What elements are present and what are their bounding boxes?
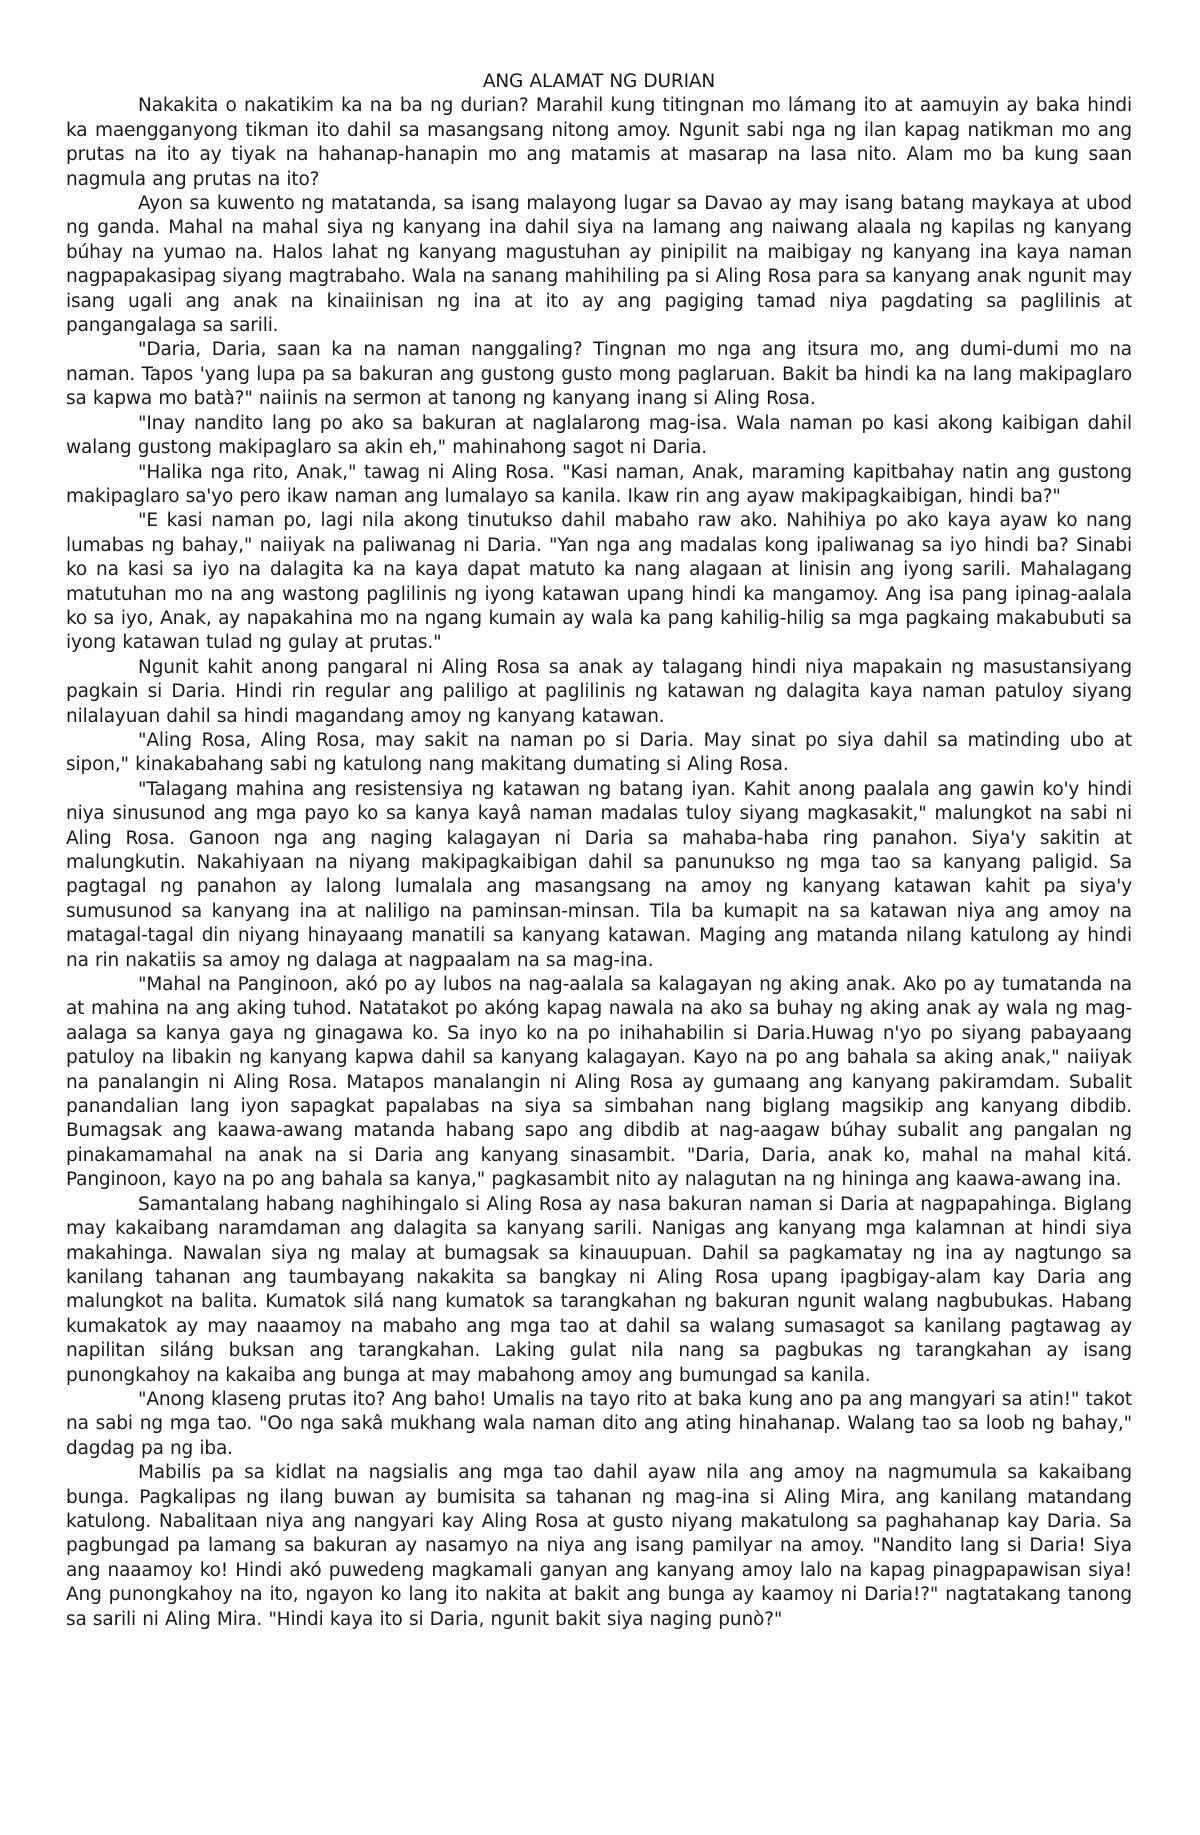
document-title: ANG ALAMAT NG DURIAN [482,71,716,92]
paragraph: Nakakita o nakatikim ka na ba ng durian? Marahil kung titingnan mo lámang ito at aamuyin ay baka hindi ka maengganyong tikman ito dahil sa masangsang nitong amoy. Ngunit sabi nga ng ilan kapag natikman mo ang prutas na ito ay tiyak na hahanap-hanapin mo ang matamis at masarap na lasa nito. Alam mo ba kung saan nagmula ang prutas na ito? [66,95,1132,190]
paragraph: "Aling Rosa, Aling Rosa, may sakit na naman po si Daria. May sinat po siya dahil sa matinding ubo at sipon," kinakabahang sabi ng katulong nang makitang dumating si Aling Rosa. [66,729,1132,776]
document-page [66,70,1132,1632]
paragraph: "Inay nandito lang po ako sa bakuran at naglalarong mag-isa. Wala naman po kasi akong kaibigan dahil walang gustong makipaglaro sa akin eh," mahinahong sagot ni Daria. [66,412,1132,459]
paragraph: "Halika nga rito, Anak," tawag ni Aling Rosa. "Kasi naman, Anak, maraming kapitbahay natin ang gustong makipaglaro sa'yo pero ikaw naman ang lumalayo sa kanila. Ikaw rin ang ayaw makipagkaibigan, hindi ba?" [66,461,1132,507]
paragraph: "Talagang mahina ang resistensiya ng katawan ng batang iyan. Kahit anong paalala ang gawin ko'y hindi niya sinusunod ang mga payo ko sa kanya kayâ naman madalas tuloy siyang magkasakit," malungkot na sabi ni Aling Rosa. Ganoon nga ang naging kalagayan ni Daria sa mahaba-haba ring panahon. Siya'y sakitin at malungkutin. Nakahiyaan na niyang makipagkaibigan dahil sa panunukso ng mga tao sa kanyang paligid. Sa pagtagal ng panahon ay lalong lumalala ang masangsang na amoy ng kanyang katawan kahit pa siya'y sumusunod sa kanyang ina at naliligo na paminsan-minsan. Tila ba kumapit na sa katawan niya ang amoy na matagal-tagal din niyang hinayaang manatili sa kanyang katawan. Maging ang matanda nilang katulong ay hindi na rin nakatiis sa amoy ng dalaga at nagpaalam na sa mag-ina. [66,778,1132,971]
paragraph: Ayon sa kuwento ng matatanda, sa isang malayong lugar sa Davao ay may isang batang maykaya at ubod ng ganda. Mahal na mahal siya ng kanyang ina dahil siya na lamang ang naiwang alaala ng kapilas ng kanyang búhay na yumao na. Halos lahat ng kanyang magustuhan ay pinipilit na maibigay ng kanyang ina kaya naman nagpapakasipag siyang magtrabaho. Wala na sanang mahihiling pa si Aling Rosa para sa kanyang anak ngunit may isang ugali ang anak na kinaiinisan ng ina at ito ay ang pagiging tamad niya pagdating sa paglilinis at pangangalaga sa sarili. [66,193,1132,337]
paragraph: Mabilis pa sa kidlat na nagsialis ang mga tao dahil ayaw nila ang amoy na nagmumula sa kakaibang bunga. Pagkalipas ng ilang buwan ay bumisita sa tahanan ng mag-ina si Aling Mira, ang kanilang matandang katulong. Nabalitaan niya ang nangyari kay Aling Rosa at gusto niyang makatulong sa paghahanap kay Daria. Sa pagbungad pa lamang sa bakuran ay nasamyo na niya ang isang pamilyar na amoy. "Nandito lang si Daria! Siya ang naaamoy ko! Hindi akó puwedeng magkamali ganyan ang kanyang amoy lalo na kapag pinagpapawisan siya! Ang punongkahoy na ito, ngayon ko lang ito nakita at bakit ang bunga ay kaamoy ni Daria!?" nagtatakang tanong sa sarili ni Aling Mira. "Hindi kaya ito si Daria, ngunit bakit siya naging punò?" [66,1462,1132,1630]
paragraph: Samantalang habang naghihingalo si Aling Rosa ay nasa bakuran naman si Daria at nagpapahinga. Biglang may kakaibang naramdaman ang dalagita sa kanyang sarili. Nanigas ang kanyang mga kalamnan at hindi siya makahinga. Nawalan siya ng malay at bumagsak sa kinauupuan. Dahil sa pagkamatay ng ina ay nagtungo sa kanilang tahanan ang taumbayang nakakita sa bangkay ni Aling Rosa upang ipagbigay-alam kay Daria ang malungkot na balita. Kumatok silá nang kumatok sa tarangkahan ng bakuran ngunit walang nagbubukas. Habang kumakatok ay may naaamoy na mabaho ang mga tao at dahil sa walang sumasagot sa kanilang pagtawag ay napilitan siláng buksan ang tarangkahan. Laking gulat nila nang sa pagbukas ng tarangkahan ay isang punongkahoy na kakaiba ang bunga at may mabahong amoy ang bumungad sa kanila. [66,1193,1132,1386]
paragraph: "Mahal na Panginoon, akó po ay lubos na nag-aalala sa kalagayan ng aking anak. Ako po ay tumatanda na at mahina na ang aking tuhod. Natatakot po akóng kapag nawala na ako sa buhay ng aking anak ay wala ng mag-aalaga sa kanya gaya ng ginagawa ko. Sa inyo ko na po inihahabilin si Daria.Huwag n'yo po siyang pabayaang patuloy na libakin ng kanyang kapwa dahil sa kanyang kalagayan. Kayo na po ang bahala sa aking anak," naiiyak na panalangin ni Aling Rosa. Matapos manalangin ni Aling Rosa ay gumaang ang kanyang pakiramdam. Subalit panandalian lang iyon sapagkat papalabas na siya sa simbahan nang biglang magsikip ang kanyang dibdib. Bumagsak ang kaawa-awang matanda habang sapo ang dibdib at nag-aagaw búhay subalit ang pangalan ng pinakamamahal na anak na si Daria ang kanyang sinasambit. "Daria, Daria, anak ko, mahal na mahal kitá. Panginoon, kayo na po ang bahala sa kanya," pagkasambit nito ay nalagutan na ng hininga ang kaawa-awang ina. [66,974,1132,1191]
paragraph: "Anong klaseng prutas ito? Ang baho! Umalis na tayo rito at baka kung ano pa ang mangyari sa atin!" takot na sabi ng mga tao. "Oo nga sakâ mukhang wala naman dito ang ating hinahanap. Walang tao sa loob ng bahay," dagdag pa ng iba. [66,1388,1132,1459]
paragraph: "E kasi naman po, lagi nila akong tinutukso dahil mabaho raw ako. Nahihiya po ako kaya ayaw ko nang lumabas ng bahay," naiiyak na paliwanag ni Daria. "Yan nga ang madalas kong ipaliwanag sa iyo hindi ba? Sinabi ko na kasi sa iyo na dalagita ka na kaya dapat matuto ka nang alagaan at linisin ang iyong sarili. Mahalagang matutuhan mo na ang wastong paglilinis ng iyong katawan upang hindi ka mangamoy. Ang isa pang ipinag-aalala ko sa iyo, Anak, ay napakahina mo na ngang kumain ay wala ka pang kahilig-hilig sa mga pagkaing makabubuti sa iyong katawan tulad ng gulay at prutas." [66,510,1132,654]
paragraph: Ngunit kahit anong pangaral ni Aling Rosa sa anak ay talagang hindi niya mapakain ng masustansiyang pagkain si Daria. Hindi rin regular ang paliligo at paglilinis ng katawan ng dalagita kaya naman patuloy siyang nilalayuan dahil sa hindi magandang amoy ng kanyang katawan. [66,656,1132,727]
paragraph: "Daria, Daria, saan ka na naman nanggaling? Tingnan mo nga ang itsura mo, ang dumi-dumi mo na naman. Tapos 'yang lupa pa sa bakuran ang gustong gusto mong paglaruan. Bakit ba hindi ka na lang makipaglaro sa kapwa mo batà?" naiinis na sermon at tanong ng kanyang inang si Aling Rosa. [66,339,1132,410]
